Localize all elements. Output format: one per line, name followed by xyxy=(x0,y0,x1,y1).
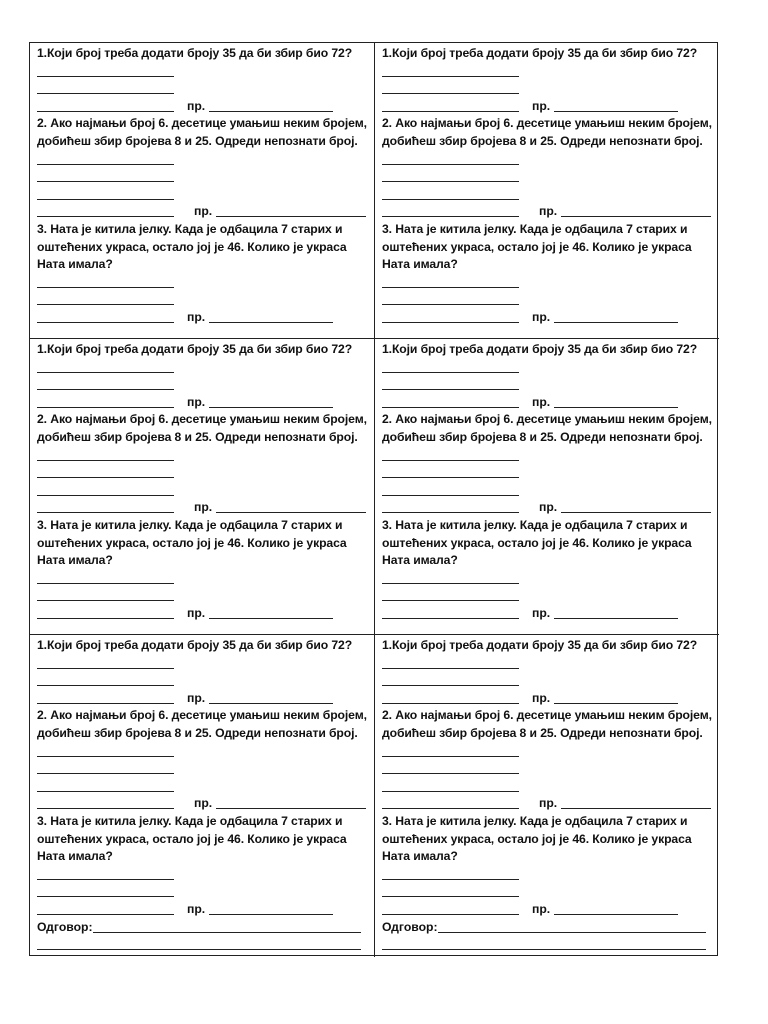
answer-line xyxy=(37,879,174,880)
calc-line xyxy=(554,407,678,408)
calc-label: пр. xyxy=(532,309,551,324)
answer-line xyxy=(382,477,519,478)
answer-line xyxy=(382,389,519,390)
answer-line xyxy=(37,76,174,77)
answer-line xyxy=(37,512,174,513)
task-3-text: 3. Ната је китила јелку. Када је одбацила 7 старих и оштећених украса, остало јој је 46. Колико је украса Ната имала? xyxy=(37,517,347,568)
answer-line xyxy=(382,685,519,686)
answer-line xyxy=(37,808,174,809)
answer-label: Одговор: xyxy=(37,919,93,934)
answer-line xyxy=(37,164,174,165)
calc-label: пр. xyxy=(539,500,558,515)
worksheet-cell xyxy=(375,43,719,339)
answer-line xyxy=(382,808,519,809)
answer-line xyxy=(382,164,519,165)
answer-line xyxy=(37,685,174,686)
calc-label: пр. xyxy=(194,796,213,811)
calc-label: пр. xyxy=(187,690,206,705)
answer-line xyxy=(382,668,519,669)
answer-line xyxy=(37,668,174,669)
answer-line xyxy=(382,407,519,408)
answer-line xyxy=(37,703,174,704)
answer-line xyxy=(37,372,174,373)
task-2-text: 2. Ако најмањи број 6. десетице умањиш неким бројем, добићеш збир бројева 8 и 25. Одреди непознати број. xyxy=(382,116,712,148)
calc-label: пр. xyxy=(187,394,206,409)
calc-label: пр. xyxy=(187,901,206,916)
task-2-text: 2. Ако најмањи број 6. десетице умањиш неким бројем, добићеш збир бројева 8 и 25. Одреди непознати број. xyxy=(382,412,712,444)
answer-line xyxy=(37,477,174,478)
task-3-text: 3. Ната је китила јелку. Када је одбацила 7 старих и оштећених украса, остало јој је 46. Колико је украса Ната имала? xyxy=(382,517,692,568)
task-2-text: 2. Ако најмањи број 6. десетице умањиш неким бројем, добићеш збир бројева 8 и 25. Одреди непознати број. xyxy=(37,116,367,148)
calc-line xyxy=(209,322,333,323)
answer-line xyxy=(93,932,361,933)
worksheet-cell xyxy=(30,635,375,957)
task-2-text: 2. Ако најмањи број 6. десетице умањиш неким бројем, добићеш збир бројева 8 и 25. Одреди непознати број. xyxy=(37,412,367,444)
calc-line xyxy=(209,618,333,619)
calc-label: пр. xyxy=(187,98,206,113)
answer-line xyxy=(382,791,519,792)
answer-line xyxy=(382,495,519,496)
answer-line xyxy=(382,199,519,200)
calc-line xyxy=(209,703,333,704)
task-1-text: 1.Који број треба додати броју 35 да би збир био 72? xyxy=(37,46,353,60)
answer-line xyxy=(382,512,519,513)
calc-label: пр. xyxy=(532,901,551,916)
answer-line xyxy=(382,583,519,584)
calc-line xyxy=(554,914,678,915)
answer-line xyxy=(382,372,519,373)
calc-label: пр. xyxy=(532,605,551,620)
calc-line xyxy=(209,407,333,408)
calc-line xyxy=(216,216,366,217)
calc-label: пр. xyxy=(539,204,558,219)
task-3-text: 3. Ната је китила јелку. Када је одбацила 7 старих и оштећених украса, остало јој је 46. Колико је украса Ната имала? xyxy=(382,813,692,864)
task-3-text: 3. Ната је китила јелку. Када је одбацила 7 старих и оштећених украса, остало јој је 46. Колико је украса Ната имала? xyxy=(37,221,347,272)
calc-line xyxy=(554,111,678,112)
answer-line xyxy=(382,304,519,305)
worksheet-cell xyxy=(30,43,375,339)
calc-line xyxy=(216,512,366,513)
answer-line xyxy=(382,600,519,601)
answer-line xyxy=(37,618,174,619)
calc-line xyxy=(554,322,678,323)
answer-row xyxy=(382,919,713,937)
task-1-text: 1.Који број треба додати броју 35 да би збир био 72? xyxy=(37,342,353,356)
calc-line xyxy=(209,111,333,112)
answer-line xyxy=(37,304,174,305)
answer-line xyxy=(37,600,174,601)
task-2-text: 2. Ако најмањи број 6. десетице умањиш неким бројем, добићеш збир бројева 8 и 25. Одреди непознати број. xyxy=(37,708,367,740)
answer-line xyxy=(37,583,174,584)
calc-label: пр. xyxy=(187,605,206,620)
answer-line xyxy=(37,460,174,461)
answer-line xyxy=(382,216,519,217)
answer-line xyxy=(37,93,174,94)
answer-line xyxy=(37,199,174,200)
task-1-text: 1.Који број треба додати броју 35 да би збир био 72? xyxy=(382,342,698,356)
answer-line xyxy=(382,76,519,77)
calc-label: пр. xyxy=(532,690,551,705)
answer-line xyxy=(37,216,174,217)
answer-line xyxy=(438,932,706,933)
answer-line xyxy=(37,407,174,408)
task-3-text: 3. Ната је китила јелку. Када је одбацила 7 старих и оштећених украса, остало јој је 46. Колико је украса Ната имала? xyxy=(382,221,692,272)
worksheet-cell xyxy=(375,635,719,957)
answer-line xyxy=(37,495,174,496)
answer-line xyxy=(382,93,519,94)
answer-row xyxy=(37,919,368,937)
answer-line xyxy=(37,914,174,915)
answer-line xyxy=(382,322,519,323)
task-1-text: 1.Који број треба додати броју 35 да би збир био 72? xyxy=(37,638,353,652)
calc-line xyxy=(554,703,678,704)
answer-line xyxy=(382,460,519,461)
answer-line xyxy=(382,287,519,288)
answer-line xyxy=(382,773,519,774)
worksheet-grid xyxy=(29,42,718,956)
task-1-text: 1.Који број треба додати броју 35 да би збир био 72? xyxy=(382,638,698,652)
answer-line xyxy=(382,703,519,704)
calc-label: пр. xyxy=(532,394,551,409)
calc-label: пр. xyxy=(532,98,551,113)
answer-line xyxy=(382,879,519,880)
answer-line xyxy=(37,949,361,950)
calc-label: пр. xyxy=(539,796,558,811)
calc-line xyxy=(554,618,678,619)
answer-line xyxy=(37,389,174,390)
answer-line xyxy=(37,896,174,897)
answer-line xyxy=(37,181,174,182)
answer-line xyxy=(382,756,519,757)
calc-line xyxy=(561,512,711,513)
answer-line xyxy=(37,111,174,112)
answer-line xyxy=(37,287,174,288)
calc-line xyxy=(561,808,711,809)
answer-label: Одговор: xyxy=(382,919,438,934)
worksheet-cell xyxy=(375,339,719,635)
calc-line xyxy=(209,914,333,915)
answer-line xyxy=(37,773,174,774)
answer-line xyxy=(382,914,519,915)
answer-line xyxy=(37,791,174,792)
answer-line xyxy=(382,949,706,950)
calc-label: пр. xyxy=(194,204,213,219)
answer-line xyxy=(382,181,519,182)
task-1-text: 1.Који број треба додати броју 35 да би збир био 72? xyxy=(382,46,698,60)
calc-label: пр. xyxy=(194,500,213,515)
answer-line xyxy=(382,111,519,112)
task-3-text: 3. Ната је китила јелку. Када је одбацила 7 старих и оштећених украса, остало јој је 46. Колико је украса Ната имала? xyxy=(37,813,347,864)
answer-line xyxy=(382,618,519,619)
answer-line xyxy=(37,322,174,323)
task-2-text: 2. Ако најмањи број 6. десетице умањиш неким бројем, добићеш збир бројева 8 и 25. Одреди непознати број. xyxy=(382,708,712,740)
calc-line xyxy=(561,216,711,217)
worksheet-cell xyxy=(30,339,375,635)
answer-line xyxy=(382,896,519,897)
calc-label: пр. xyxy=(187,309,206,324)
answer-line xyxy=(37,756,174,757)
calc-line xyxy=(216,808,366,809)
